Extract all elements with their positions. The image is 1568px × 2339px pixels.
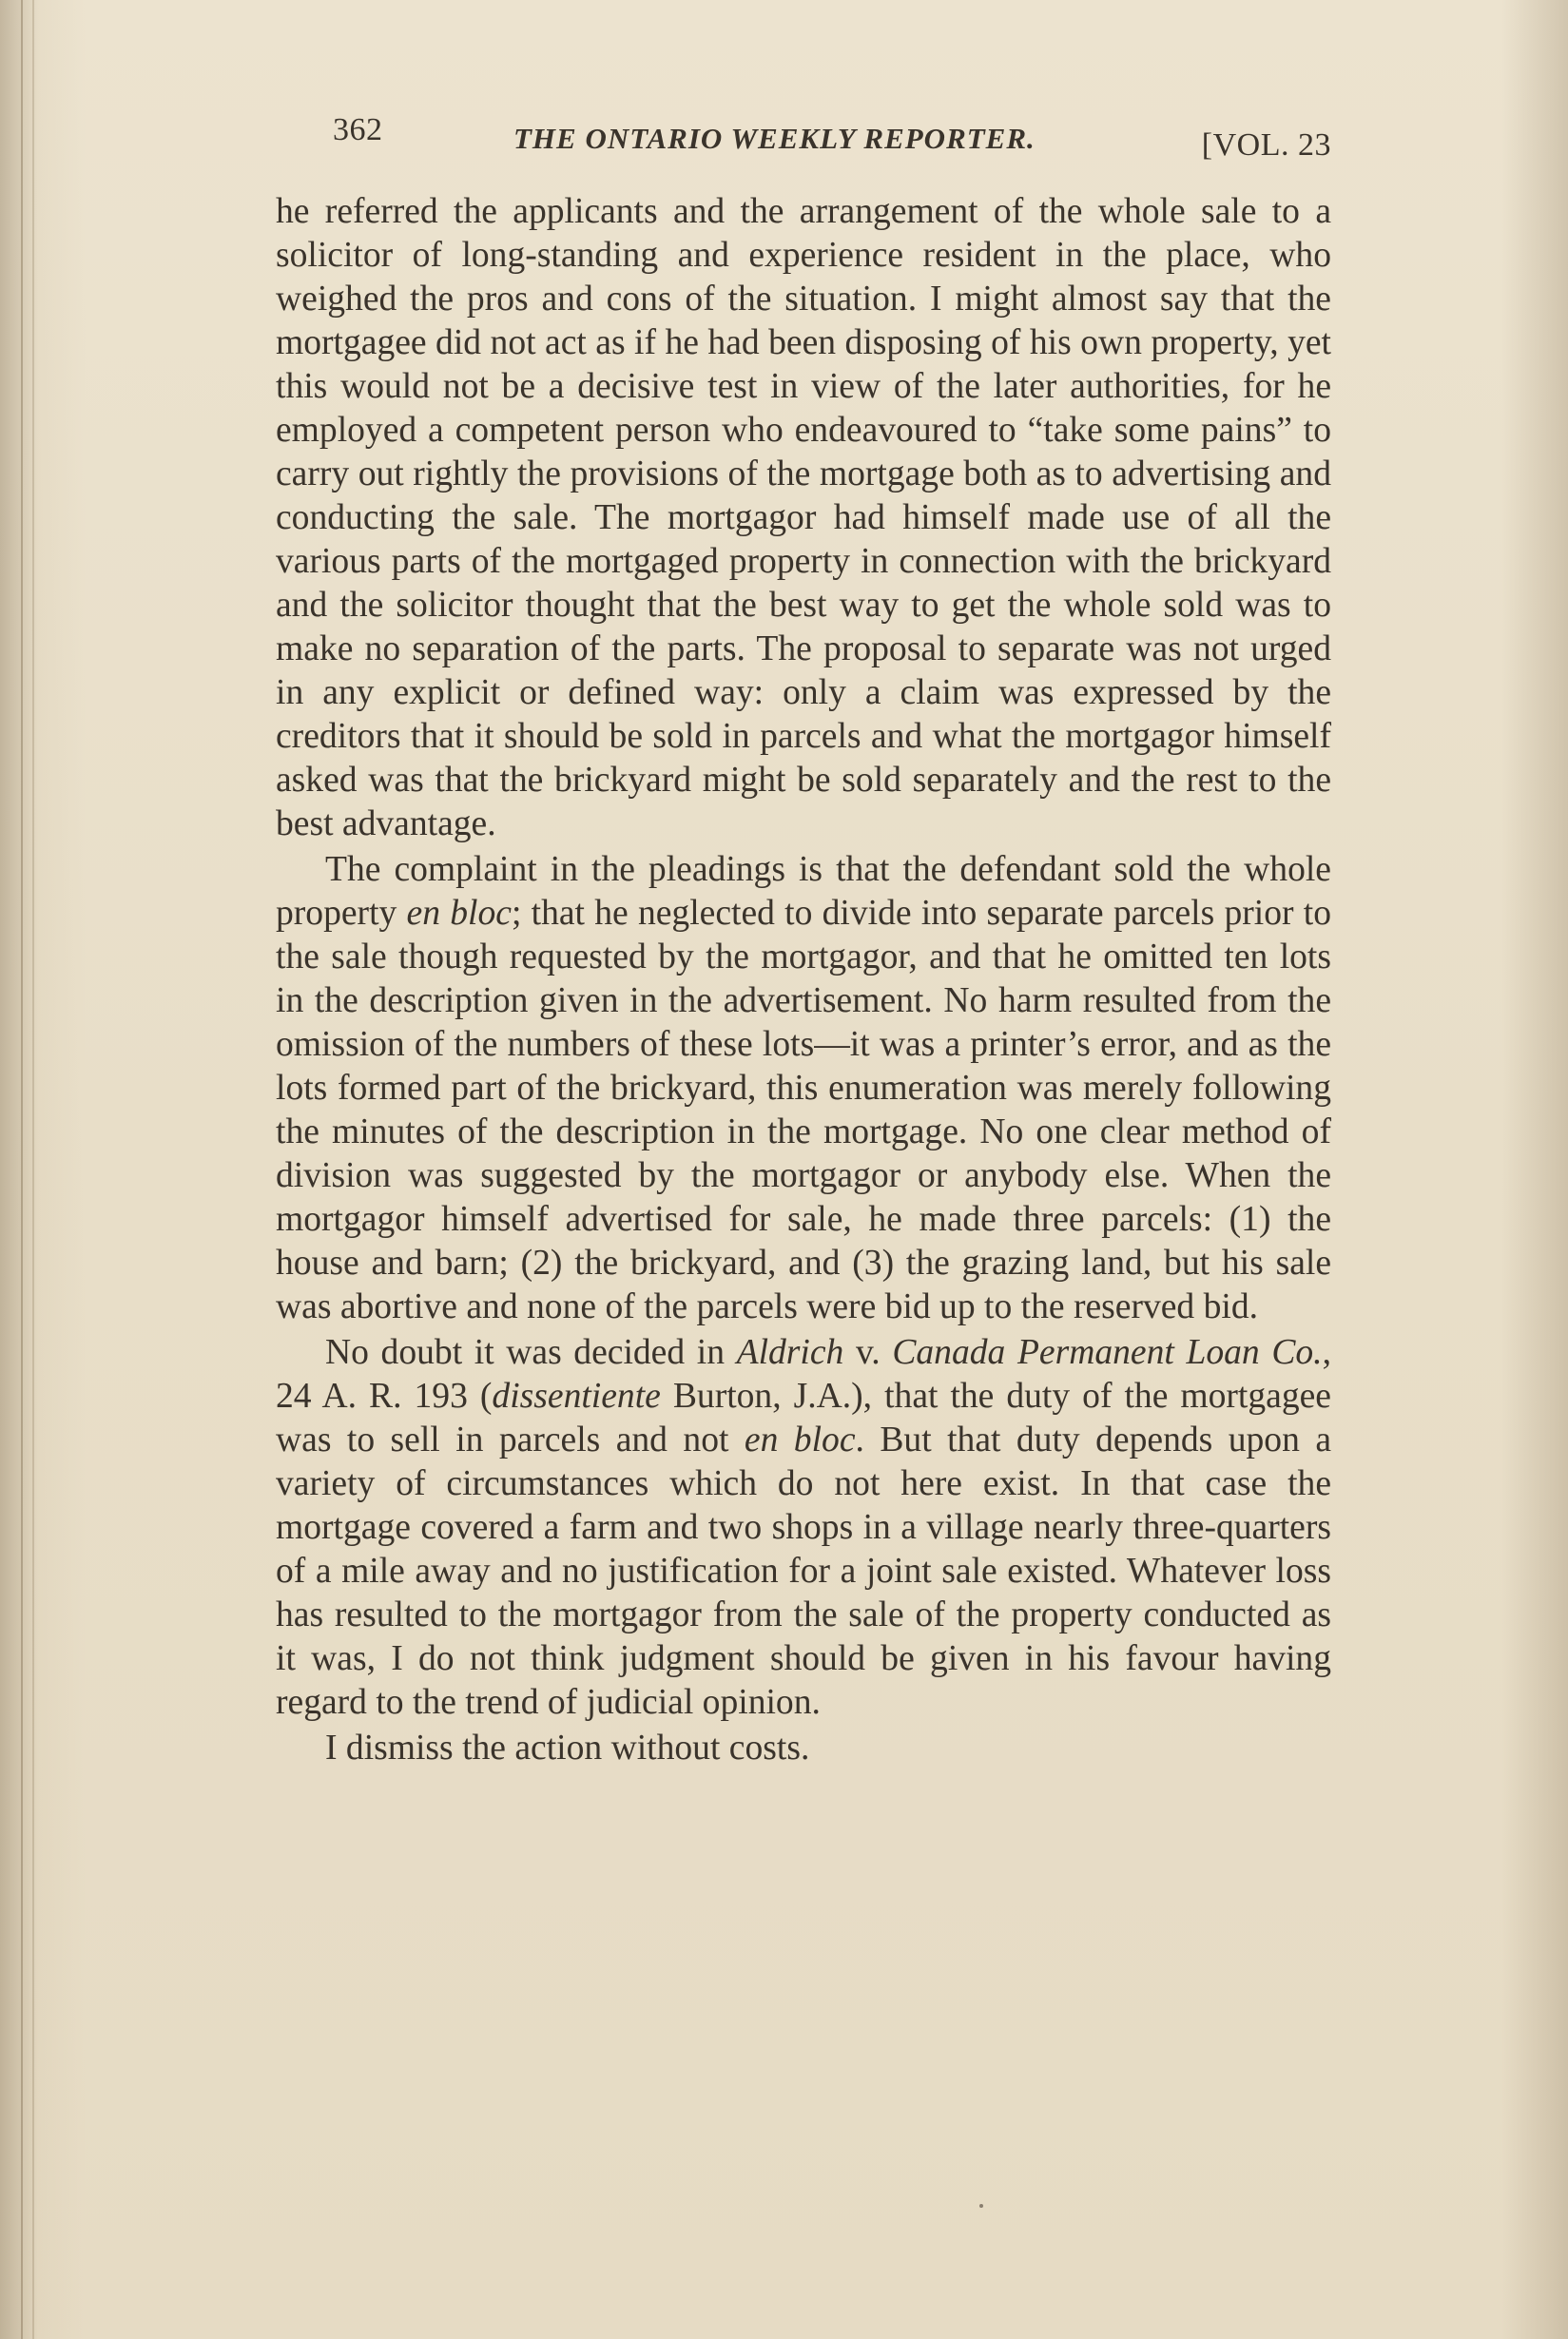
paragraph [276,1727,1331,1770]
text-run: I dismiss the action without costs. [325,1729,810,1768]
page-number: 362 [333,112,383,147]
paragraph [276,848,1331,1329]
text-run: v. [843,1333,893,1372]
gutter-line [32,0,34,2339]
paper-speck [979,2204,983,2208]
volume-label: [VOL. 23 [1201,127,1331,163]
body-text [276,190,1331,1770]
paragraph [276,1331,1331,1725]
journal-title: THE ONTARIO WEEKLY REPORTER. [513,122,1036,155]
text-run: he referred the applicants and the arrangement of the whole sale to a solicitor of long-standing and experience resident in the place, who weighed the pros and cons of the situation. I might almost say that the mortgagee did not act as if he had been disposing of his own property, yet this would not be a decisive test in view of the later authorities, for he employed a competent person who endeavoured to “take some pains” to carry out rightly the provisions of the mortgage both as to advertising and conducting the sale. The mortgagor had himself made use of all the various parts of the mortgaged property in connection with the brickyard and the solicitor thought that the best way to get the whole sold was to make no separation of the parts. The proposal to separate was not urged in any explicit or defined way: only a claim was expressed by the creditors that it should be sold in parcels and what the mortgagor himself asked was that the brickyard might be sold separately and the rest to the best advantage. [276,192,1331,843]
text-run: . But that duty depends upon a variety of circumstances which do not here exist. In that case the mortgage covered a farm and two shops in a village nearly three-quarters of a mile away and no justification for a joint sale existed. Whatever loss has resulted to the mortgagor from the sale of the property conducted as it was, I do not think judgment should be given in his favour having regard to the trend of judicial opinion. [276,1421,1332,1722]
text-run: , 24 A. R. 193 ( [276,1333,1331,1416]
text-run: No doubt it was decided in [325,1333,737,1372]
text-run: Burton, J.A.), that the duty of the mortgagee was to sell in parcels and not [276,1377,1331,1459]
gutter-line [21,0,23,2339]
text-run: The complaint in the pleadings is that the defendant sold the whole property [276,850,1331,933]
italic-text: Aldrich [736,1333,844,1372]
running-header [333,112,1331,169]
italic-text: en bloc [744,1421,856,1459]
text-run: ; that he neglected to divide into separate parcels prior to the sale though requested by the mortgagor, and that he omitted ten lots in the description given in the advertisement. No harm resulted from the omission of the numbers of these lots—it was a printer’s error, and as the lots formed part of the brickyard, this enumeration was merely following the minutes of the description in the mortgage. No one clear method of division was suggested by the mortgagor or anybody else. When the mortgagor himself advertised for sale, he made three parcels: (1) the house and barn; (2) the brickyard, and (3) the grazing land, but his sale was abortive and none of the parcels were bid up to the reserved bid. [276,894,1332,1326]
italic-text: dissentiente [492,1377,661,1416]
italic-text: Canada Permanent Loan Co. [892,1333,1323,1372]
paragraph [276,190,1331,846]
italic-text: en bloc [406,894,512,933]
